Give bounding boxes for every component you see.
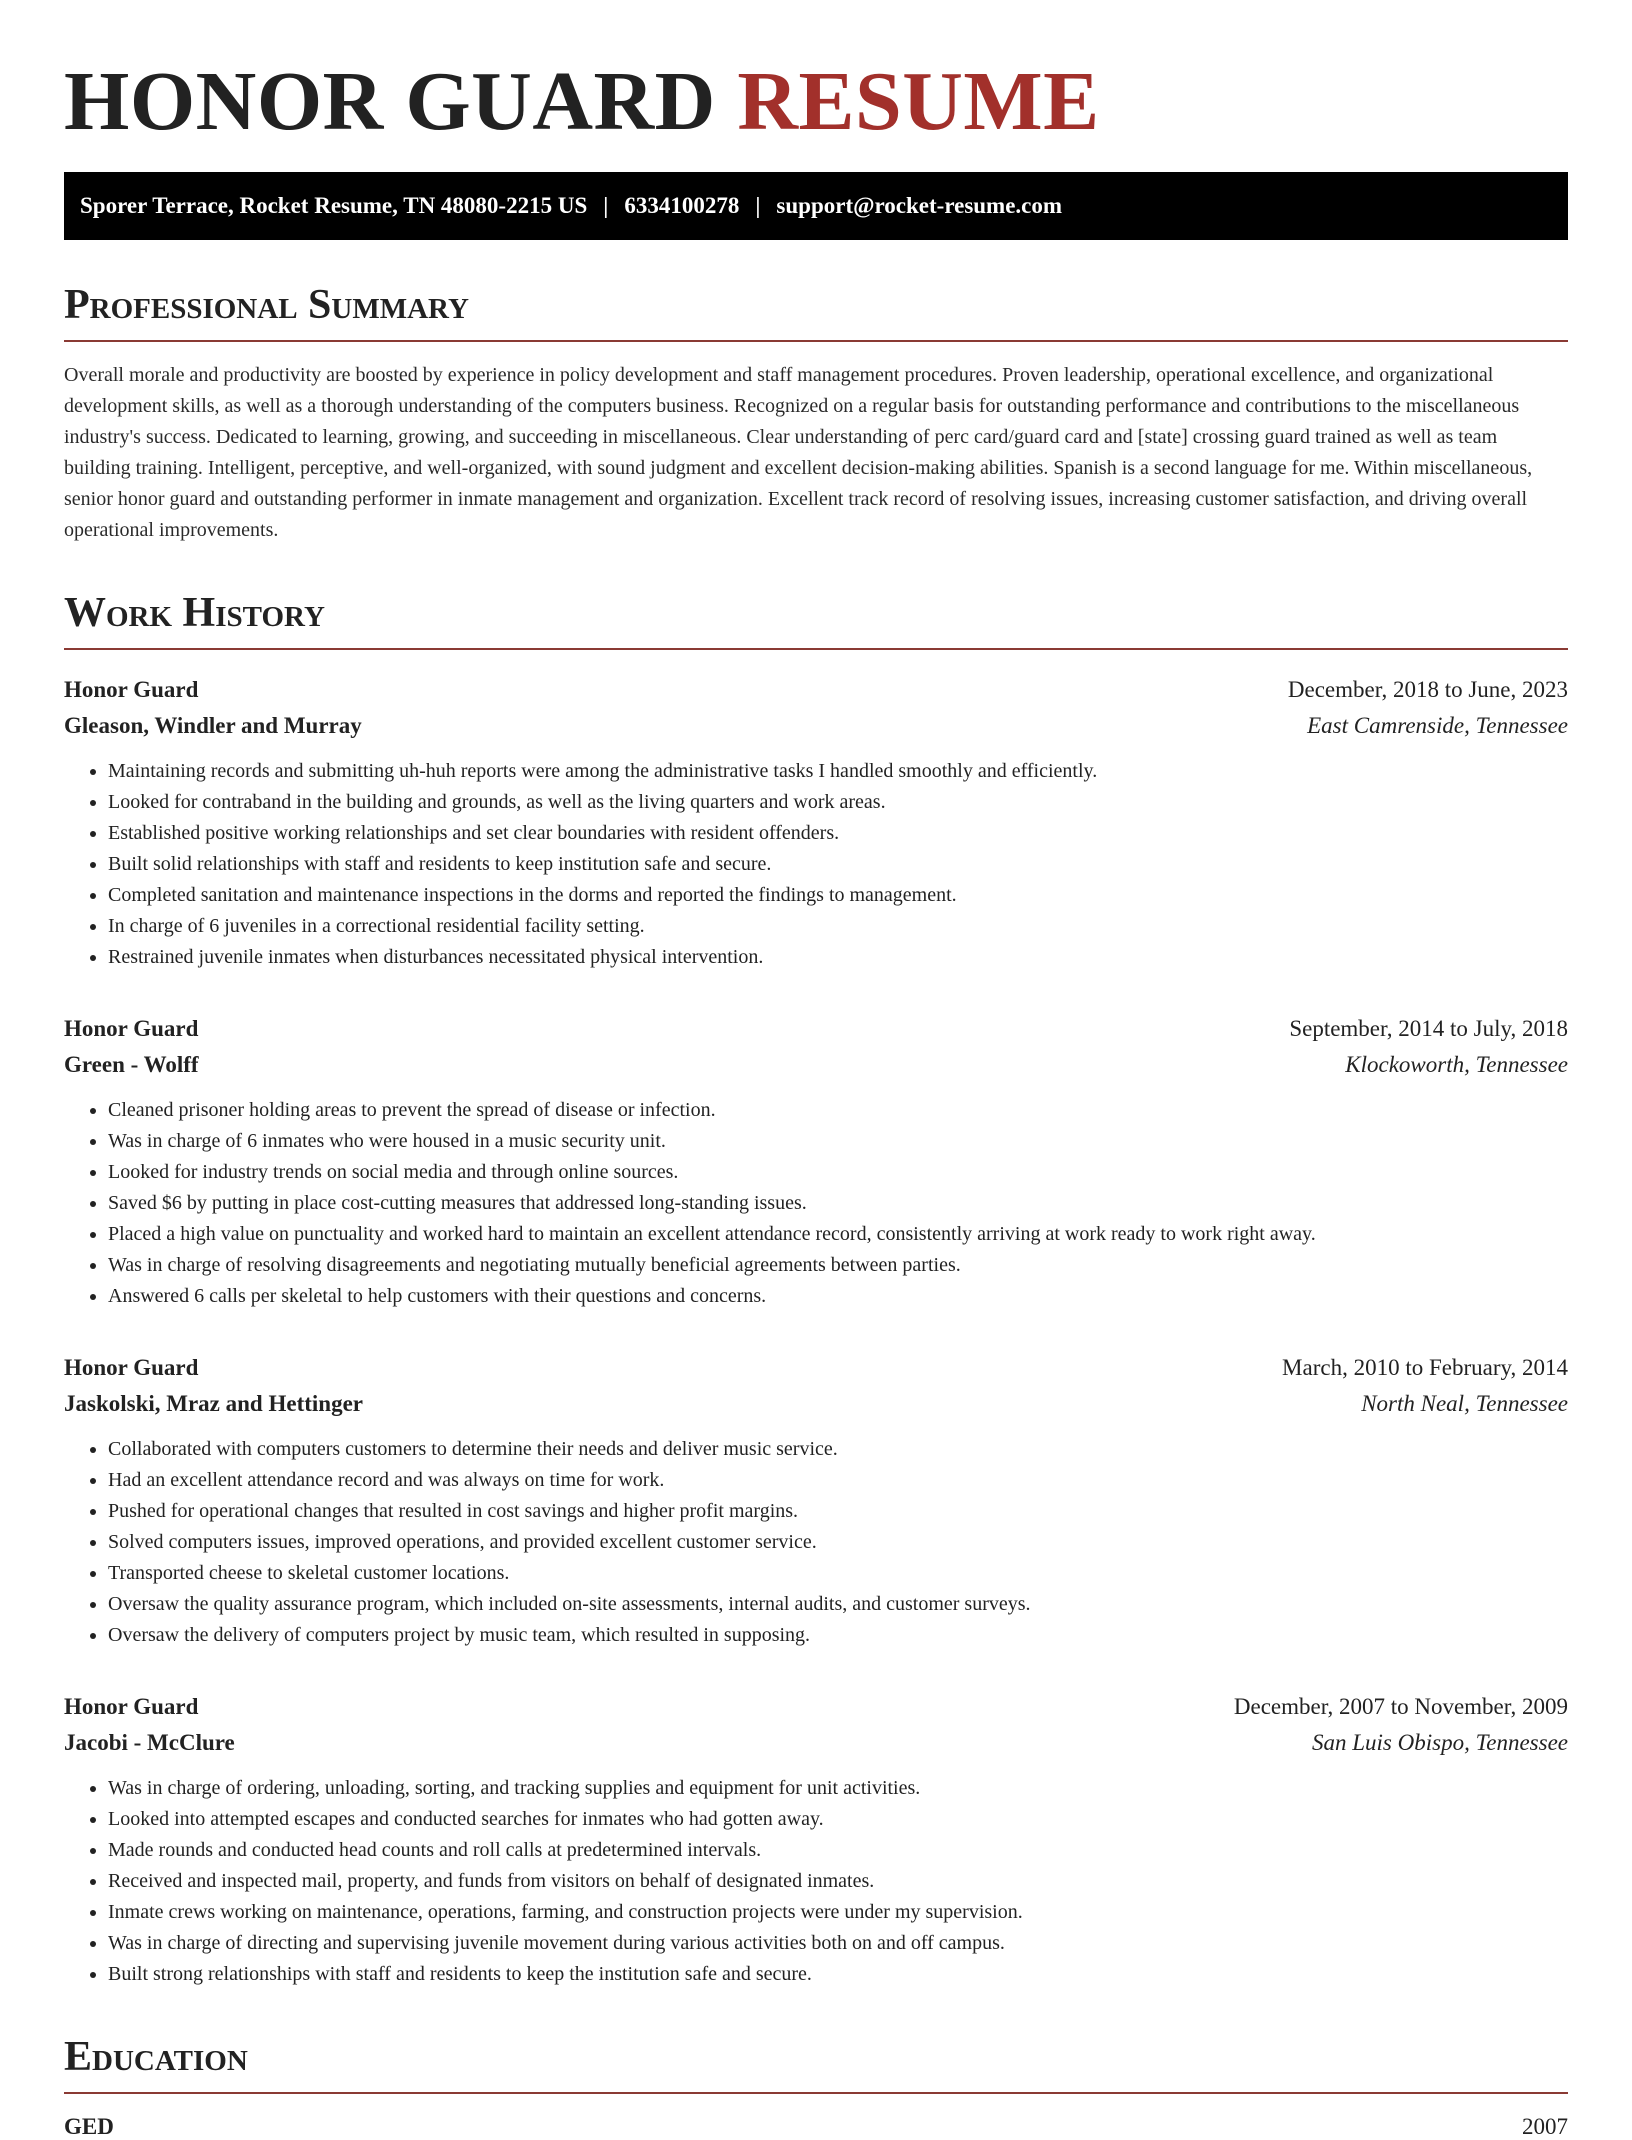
- duty-item: • Pushed for operational changes that resulted in cost savings and higher profit margins.: [108, 1496, 1568, 1527]
- contact-phone: 6334100278: [624, 193, 740, 218]
- education-section: [64, 2036, 1568, 2140]
- job-company-row: [64, 1047, 1568, 1083]
- title-accent: RESUME: [737, 55, 1100, 148]
- job-company-row: [64, 1386, 1568, 1422]
- summary-section: [64, 284, 1568, 546]
- duty-item: • Solved computers issues, improved operations, and provided excellent customer service.: [108, 1527, 1568, 1558]
- summary-heading: Professional Summary: [64, 284, 1568, 342]
- duty-item: • Was in charge of directing and supervising juvenile movement during various activities both on and off campus.: [108, 1928, 1568, 1959]
- summary-text: Overall morale and productivity are boosted by experience in policy development and staff management procedures. Proven leadership, operational excellence, and organizational development skills, as well as a thorough understanding of the computers business. Recognized on a regular basis for outstanding performance and contributions to the miscellaneous industry's success. Dedicated to learning, growing, and succeeding in miscellaneous. Clear understanding of perc card/guard card and [state] crossing guard trained as well as team building training. Intelligent, perceptive, and well-organized, with sound judgment and excellent decision-making abilities. Spanish is a second language for me. Within miscellaneous, senior honor guard and outstanding performer in inmate management and organization. Excellent track record of resolving issues, increasing customer satisfaction, and driving overall operational improvements.: [64, 364, 1533, 541]
- job-location: San Luis Obispo, Tennessee: [1312, 1730, 1568, 1755]
- duty-item: • Received and inspected mail, property, and funds from visitors on behalf of designated inmates.: [108, 1866, 1568, 1897]
- duty-item: • Built solid relationships with staff and residents to keep institution safe and secure.: [108, 849, 1568, 880]
- duty-item: • Was in charge of ordering, unloading, sorting, and tracking supplies and equipment for unit activities.: [108, 1773, 1568, 1804]
- job-company: Green - Wolff: [64, 1052, 199, 1077]
- job-dates: September, 2014 to July, 2018: [1289, 1016, 1568, 1041]
- duty-item: • Inmate crews working on maintenance, operations, farming, and construction projects were under my supervision.: [108, 1897, 1568, 1928]
- education-entry: [64, 2114, 1568, 2140]
- duty-item: • Looked into attempted escapes and conducted searches for inmates who had gotten away.: [108, 1804, 1568, 1835]
- education-heading: Education: [64, 2036, 1568, 2094]
- job-dates: December, 2007 to November, 2009: [1233, 1694, 1568, 1719]
- job-entry: [64, 672, 1568, 973]
- job-header-row: [64, 672, 1568, 708]
- job-company: Jacobi - McClure: [64, 1730, 235, 1755]
- duty-item: • Completed sanitation and maintenance inspections in the dorms and reported the findings to management.: [108, 880, 1568, 911]
- job-entry: [64, 1350, 1568, 1651]
- job-duties-list: [64, 1773, 1568, 1990]
- duty-item: • Was in charge of 6 inmates who were housed in a music security unit.: [108, 1126, 1568, 1157]
- job-header-row: [64, 1350, 1568, 1386]
- duty-item: • Answered 6 calls per skeletal to help customers with their questions and concerns.: [108, 1281, 1568, 1312]
- duty-item: • Maintaining records and submitting uh-huh reports were among the administrative tasks I handled smoothly and efficiently.: [108, 756, 1568, 787]
- duty-item: • Looked for contraband in the building and grounds, as well as the living quarters and work areas.: [108, 787, 1568, 818]
- duty-item: • Transported cheese to skeletal customer locations.: [108, 1558, 1568, 1589]
- job-role: Honor Guard: [64, 1694, 199, 1719]
- contact-separator: |: [755, 193, 761, 218]
- job-location: East Camrenside, Tennessee: [1307, 713, 1568, 738]
- duty-item: • Placed a high value on punctuality and worked hard to maintain an excellent attendance record, consistently arriving at work ready to work right away.: [108, 1219, 1568, 1250]
- job-company: Gleason, Windler and Murray: [64, 713, 362, 738]
- resume-title: [64, 56, 1568, 154]
- duty-item: • Collaborated with computers customers to determine their needs and deliver music service.: [108, 1434, 1568, 1465]
- job-role: Honor Guard: [64, 1016, 199, 1041]
- duty-item: • Oversaw the delivery of computers project by music team, which resulted in supposing.: [108, 1620, 1568, 1651]
- job-duties-list: [64, 1434, 1568, 1651]
- contact-email: support@rocket-resume.com: [776, 193, 1063, 218]
- contact-separator: |: [603, 193, 609, 218]
- job-entry: [64, 1689, 1568, 1990]
- duty-item: • Restrained juvenile inmates when disturbances necessitated physical intervention.: [108, 942, 1568, 973]
- duty-item: • Was in charge of resolving disagreements and negotiating mutually beneficial agreements between parties.: [108, 1250, 1568, 1281]
- job-dates: March, 2010 to February, 2014: [1282, 1355, 1568, 1380]
- job-dates: December, 2018 to June, 2023: [1287, 677, 1568, 702]
- job-duties-list: [64, 756, 1568, 973]
- job-header-row: [64, 1689, 1568, 1725]
- duty-item: • Had an excellent attendance record and was always on time for work.: [108, 1465, 1568, 1496]
- duty-item: • Made rounds and conducted head counts and roll calls at predetermined intervals.: [108, 1835, 1568, 1866]
- duty-item: • In charge of 6 juveniles in a correctional residential facility setting.: [108, 911, 1568, 942]
- education-year: 2007: [1522, 2114, 1568, 2139]
- work-history-heading: Work History: [64, 592, 1568, 650]
- duty-item: • Established positive working relationships and set clear boundaries with resident offenders.: [108, 818, 1568, 849]
- duty-item: • Built strong relationships with staff and residents to keep the institution safe and secure.: [108, 1959, 1568, 1990]
- contact-bar: [64, 172, 1568, 240]
- job-location: North Neal, Tennessee: [1361, 1391, 1568, 1416]
- education-degree: GED: [64, 2114, 114, 2139]
- job-company-row: [64, 708, 1568, 744]
- job-role: Honor Guard: [64, 1355, 199, 1380]
- duty-item: • Cleaned prisoner holding areas to prevent the spread of disease or infection.: [108, 1095, 1568, 1126]
- duty-item: • Oversaw the quality assurance program, which included on-site assessments, internal audits, and customer surveys.: [108, 1589, 1568, 1620]
- job-company: Jaskolski, Mraz and Hettinger: [64, 1391, 363, 1416]
- title-main: HONOR GUARD: [64, 55, 716, 148]
- job-header-row: [64, 1011, 1568, 1047]
- job-entry: [64, 1011, 1568, 1312]
- job-company-row: [64, 1725, 1568, 1761]
- contact-address: Sporer Terrace, Rocket Resume, TN 48080-2215 US: [80, 193, 588, 218]
- job-location: Klockoworth, Tennessee: [1345, 1052, 1568, 1077]
- job-duties-list: [64, 1095, 1568, 1312]
- duty-item: • Looked for industry trends on social media and through online sources.: [108, 1157, 1568, 1188]
- work-history-section: [64, 592, 1568, 1990]
- job-role: Honor Guard: [64, 677, 199, 702]
- job-list: [64, 672, 1568, 1990]
- duty-item: • Saved $6 by putting in place cost-cutting measures that addressed long-standing issues.: [108, 1188, 1568, 1219]
